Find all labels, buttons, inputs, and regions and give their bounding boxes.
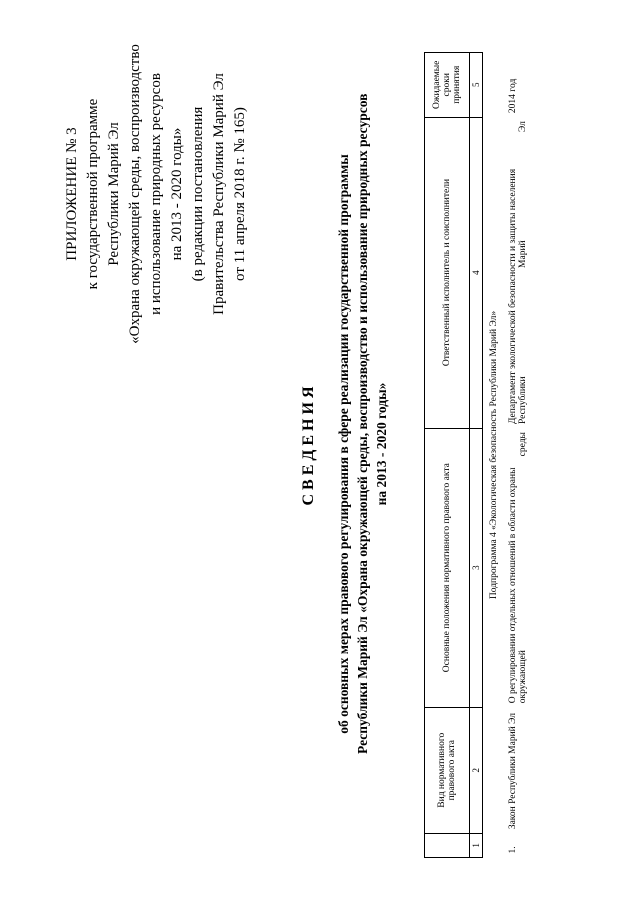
row-term: 2014 год: [508, 78, 518, 114]
document-title: [300, 93, 391, 754]
row-executor: Департамент экологической безопасности и защиты населения Республики Марий Эл: [508, 121, 528, 425]
appendix-line: и использование природных ресурсов: [148, 73, 164, 315]
appendix-line: от 11 апреля 2018 г. № 165): [232, 107, 248, 281]
row-number: 1.: [508, 846, 518, 854]
column-number: 5: [470, 53, 483, 118]
title-line: Республики Марий Эл «Охрана окружающей среды, воспроизводство и использование природных ресурсов: [355, 93, 370, 754]
row-act-type: Закон Республики Марий Эл: [508, 712, 518, 830]
column-number: 2: [470, 707, 483, 833]
subprogram-title: Подпрограмма 4 «Экологическая безопасность Республики Марий Эл»: [483, 53, 503, 858]
title-heading: СВЕДЕНИЯ: [300, 382, 317, 506]
title-subheading: [334, 93, 391, 754]
header-cell-num: [425, 833, 470, 857]
header-cell-executor: Ответственный исполнитель и соисполнители: [425, 117, 470, 428]
table-header-row: [425, 53, 470, 858]
column-number-row: [470, 53, 483, 858]
column-number: 4: [470, 117, 483, 428]
header-cell-provisions: Основные положения нормативного правового акта: [425, 428, 470, 707]
appendix-line: (в редакции постановления: [190, 106, 206, 282]
appendix-line: к государственной программе: [85, 98, 101, 290]
header-cell-act-type: Вид нормативного правового акта: [425, 707, 470, 833]
column-number: 1: [470, 833, 483, 857]
column-number: 3: [470, 428, 483, 707]
appendix-line: Правительства Республики Марий Эл: [211, 73, 227, 315]
title-line: на 2013 - 2020 годы»: [374, 382, 389, 506]
appendix-line: Республики Марий Эл: [106, 122, 122, 266]
header-cell-term: Ожидаемые сроки принятия: [425, 53, 470, 118]
appendix-block: [62, 44, 251, 344]
title-line: об основных мерах правового регулирования в сфере реализации государственной программы: [336, 154, 351, 734]
appendix-line: ПРИЛОЖЕНИЕ № 3: [64, 127, 80, 261]
subprogram-row: [483, 53, 503, 858]
measures-table: [424, 52, 531, 858]
table-row: [502, 53, 531, 858]
appendix-line: «Охрана окружающей среды, воспроизводство: [127, 44, 143, 344]
appendix-line: на 2013 - 2020 годы»: [169, 127, 185, 261]
row-provisions: О регулировании отдельных отношений в области охраны окружающей среды: [508, 432, 528, 704]
